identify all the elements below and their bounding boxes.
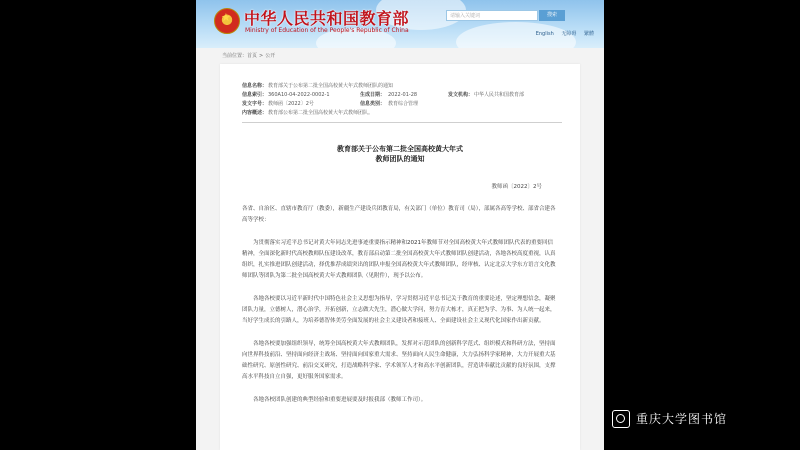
meta-row-title (242, 82, 562, 91)
browser-page (196, 0, 604, 450)
meta-value: 2022-01-28 (388, 92, 418, 98)
meta-label: 信息索引： (242, 92, 268, 98)
meta-row-index (242, 91, 562, 100)
search-input[interactable]: 请输入关键词 (446, 10, 538, 21)
breadcrumb-separator: > (259, 53, 264, 59)
document-paragraph: 各地各校要以习近平新时代中国特色社会主义思想为指导，学习贯彻习近平总书记关于教育的重要论述，坚定理想信念，凝聚团队力量，立德树人，潜心治学，开拓创新，立志做大先生，潜心做大学问，努力育大栋才，真正把为学、为事、为人统一起来，当好学生成长的引路人，为培养德智体美劳全面发展的社会主义建设者和接班人、全面建设社会主义现代化国家作出新贡献。 (242, 296, 556, 324)
national-emblem-icon (214, 8, 240, 34)
document-addressee: 各省、自治区、直辖市教育厅（教委），新疆生产建设兵团教育局，有关部门（单位）教育司（局），部属各高等学校、部省合建各高等学校： (242, 206, 556, 223)
watermark-text: 重庆大学图书馆 (636, 412, 728, 426)
document-title-line: 教育部关于公布第二批全国高校黄大年式 (337, 145, 463, 153)
meta-label: 信息类别： (360, 101, 386, 107)
document-title-line: 教师团队的通知 (375, 155, 425, 163)
breadcrumb-current[interactable]: 公开 (265, 53, 276, 59)
search-button[interactable]: 搜索 (539, 10, 565, 21)
document-paragraph: 各地各校要加强组织领导，统筹全国高校黄大年式教师团队，发挥对示范团队的创新科学范式、组织模式和科研方法，坚持面向世界科技前沿、坚持面向经济主战场、坚持面向国家重大需求、坚持面向人民生命健康，大力弘扬科学家精神，大力开展重大基础性研究、原创性研究、前沿交叉研究，打造战略科学家、学术领军人才和高水平创新团队，营造讲奉献比贡献的良好氛围，支撑高水平科技自立自强，更好服务国家需求。 (242, 341, 556, 380)
meta-value: 教育部公布第二批全国高校黄大年式教师团队。 (268, 110, 374, 116)
meta-value: 教育部关于公布第二批全国高校黄大年式教师团队的通知 (268, 83, 394, 89)
document-paragraph: 为贯彻落实习近平总书记对黄大年同志先进事迹重要指示精神和2021年教师节对全国高校黄大年式教师团队代表的重要回信精神，全面深化新时代高校教师队伍建设改革，教育部启动第二批全国高校黄大年式教师团队创建活动，各地各校高度重视，认真组织，扎实推进团队创建活动，择优推荐成绩突出的团队申报全国高校黄大年式教师团队，经审核、认定北京大学东方语言文化教师团队等团队为第二批全国高校黄大年式教师团队（见附件），现予以公布。 (242, 240, 556, 279)
meta-value: 教育综合管理 (388, 101, 419, 107)
meta-divider (242, 122, 562, 123)
document-body (242, 204, 556, 418)
link-accessibility[interactable]: 无障碍 (561, 31, 577, 37)
document-number: 教师函〔2022〕2号 (491, 184, 542, 190)
site-banner (196, 0, 604, 48)
meta-row-number (242, 100, 562, 109)
document-title (220, 144, 580, 164)
library-logo-icon (612, 410, 630, 428)
library-watermark (612, 409, 760, 429)
meta-label: 生成日期： (360, 92, 386, 98)
meta-label: 内容概述： (242, 110, 268, 116)
meta-label: 发文字号： (242, 101, 268, 107)
meta-label: 发文机构： (448, 92, 474, 98)
meta-value: 中华人民共和国教育部 (474, 92, 525, 98)
breadcrumb-home[interactable]: 当前位置：首页 (222, 53, 258, 59)
link-traditional[interactable]: 繁體 (583, 31, 594, 37)
site-title-english: Ministry of Education of the People's Republic of China (245, 27, 409, 34)
site-title[interactable]: 中华人民共和国教育部 (244, 9, 410, 28)
document-panel (220, 64, 580, 450)
link-english[interactable]: English (535, 31, 554, 37)
meta-value: 教师函〔2022〕2号 (268, 101, 314, 107)
document-meta-table (242, 82, 562, 123)
meta-row-summary (242, 109, 562, 118)
meta-value: 360A10-04-2022-0002-1 (268, 92, 330, 98)
breadcrumb (222, 52, 275, 59)
meta-label: 信息名称： (242, 83, 268, 89)
document-paragraph: 各地各校团队创建的典型经验和重要进展要及时报我部（教师工作司）。 (253, 397, 427, 403)
top-links (530, 30, 594, 37)
